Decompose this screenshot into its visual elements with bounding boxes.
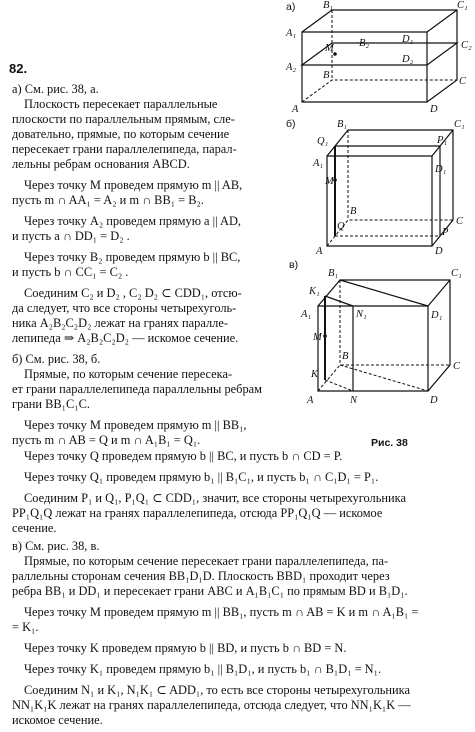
figure-38c: [283, 256, 475, 420]
left-line-9: и пусть a ∩ DD₁ = D₂ .: [12, 229, 130, 243]
left-line-7: пусть m ∩ AA₁ = A₂ и m ∩ BB₁ = B₂.: [12, 193, 204, 207]
fig-a-label-A1: A₁: [286, 28, 297, 39]
full-line-0: Через точку Q проведем прямую b || BC, и пусть b ∩ CD = P.: [24, 449, 343, 463]
fig-a-label-A2: A₂: [286, 62, 297, 73]
fig-c-label-N1: N₁: [356, 309, 367, 320]
full-line-7: раллельны сторонам сечения BB₁D₁D. Плоскость BBD₁ проходит через: [12, 569, 390, 583]
fig-c-label-C1: C₁: [451, 268, 462, 279]
figure-38a: [283, 0, 475, 118]
left-line-15: лепипеда ⇒ A₂B₂C₂D₂ — искомое сечение.: [12, 331, 239, 345]
fig-c-label-B1: B₁: [328, 268, 339, 279]
fig-b-tag: б): [286, 118, 296, 130]
fig-b-label-C: C: [456, 216, 464, 227]
left-line-6: Через точку M проведем прямую m || AB,: [24, 178, 243, 192]
full-line-9: Через точку M проведем прямую m || BB₁, пусть m ∩ AB = K и m ∩ A₁B₁ =: [24, 605, 419, 619]
fig-b-label-A: A: [316, 246, 323, 256]
fig-c-label-D: D: [430, 395, 438, 406]
fig-a-label-B1: B₁: [323, 0, 334, 11]
left-line-16: б) См. рис. 38, б.: [12, 352, 101, 366]
fig-b-label-D: D: [435, 246, 443, 256]
fig-c-tag: в): [289, 259, 299, 271]
figure-38b: [283, 116, 475, 256]
fig-b-label-Q1: Q₁: [317, 136, 329, 147]
left-line-3: довательно, прямые, по которым сечение: [12, 127, 230, 141]
fig-c-front-face: [318, 306, 428, 391]
fig-b-label-B: B: [350, 206, 357, 217]
fig-b-label-D1: D₁: [435, 164, 447, 175]
problem-number: 82.: [9, 61, 28, 76]
fig-c-point-m: [323, 334, 327, 338]
left-line-10: Через точку B₂ проведем прямую b || BC,: [24, 250, 241, 264]
fig-c-edge-d1c1: [428, 280, 450, 306]
fig-a-label-D2: D₂: [402, 54, 414, 65]
fig-a-tag: а): [286, 1, 296, 13]
fig-b-label-P: P: [442, 227, 449, 238]
full-line-5: в) См. рис. 38, в.: [12, 539, 100, 553]
left-line-14: ника A₂B₂C₂D₂ лежат на гранях паралле-: [12, 316, 228, 330]
fig-b-label-B1: B₁: [337, 119, 348, 130]
fig-c-label-A: A: [307, 395, 314, 406]
fig-c-label-K: K: [311, 369, 319, 380]
full-line-4: сечение.: [12, 521, 57, 535]
left-line-0: а) См. рис. 38, а.: [12, 82, 99, 96]
fig-a-label-B2: B₂: [359, 38, 370, 49]
fig-a-label-C2: C₂: [461, 40, 472, 51]
fig-c-top-right-edges: [318, 280, 450, 391]
fig-a-label-D: D: [430, 104, 438, 115]
left-line-19: грани BB₁C₁C.: [12, 397, 90, 411]
fig-a-top-right-edges: [302, 10, 457, 102]
full-line-8: ребра BB₁ и DD₁ и пересекает грани ABC и A₁B₁C₁ по прямым BD и B₁D₁.: [12, 584, 408, 598]
left-line-5: лельны ребрам основания ABCD.: [12, 157, 190, 171]
full-line-12: Через точку K₁ проведем прямую b₁ || B₁D₁, и пусть b₁ ∩ B₁D₁ = N₁.: [24, 662, 382, 676]
left-line-17: Прямые, по которым сечение пересека-: [24, 367, 233, 381]
full-line-15: искомое сечение.: [12, 713, 103, 727]
left-line-11: и пусть b ∩ CC₁ = C₂ .: [12, 265, 129, 279]
full-line-10: = K₁.: [12, 620, 39, 634]
fig-c-label-K1: K₁: [309, 286, 320, 297]
full-line-1: Через точку Q₁ проведем прямую b₁ || B₁C₁, и пусть b₁ ∩ C₁D₁ = P₁.: [24, 470, 379, 484]
fig-b-label-Q: Q: [337, 221, 345, 232]
left-line-12: Соединим C₂ и D₂ , C₂ D₂ ⊂ CDD₁, отсю-: [24, 286, 242, 300]
left-line-1: Плоскость пересекает параллельные: [24, 97, 218, 111]
fig-c-label-D1: D₁: [431, 310, 443, 321]
full-line-3: PP₁Q₁Q лежат на гранях параллелепипеда, отсюда PP₁Q₁Q — искомое: [12, 506, 383, 520]
fig-a-label-B: B: [323, 70, 330, 81]
fig-b-hidden-edges: [327, 220, 453, 246]
fig-b-label-P1: P₁: [437, 135, 448, 146]
full-line-6: Прямые, по которым сечение пересекает грани параллелепипеда, па-: [24, 554, 389, 568]
fig-b-label-A1: A₁: [313, 158, 324, 169]
fig-c-label-M: M: [313, 332, 322, 343]
left-line-8: Через точку A₂ проведем прямую a || AD,: [24, 214, 242, 228]
full-line-11: Через точку K проведем прямую b || BD, и пусть b ∩ BD = N.: [24, 641, 347, 655]
full-line-13: Соединим N₁ и K₁, N₁K₁ ⊂ ADD₁, то есть все стороны четырехугольника: [24, 683, 411, 697]
fig-a-label-C1: C₁: [457, 0, 468, 11]
fig-a-label-A: A: [292, 104, 299, 115]
left-line-21: пусть m ∩ AB = Q и m ∩ A₁B₁ = Q₁.: [12, 433, 201, 447]
full-line-2: Соединим P₁ и Q₁, P₁Q₁ ⊂ CDD₁, значит, все стороны четырехугольника: [24, 491, 406, 505]
fig-a-label-D1: D₁: [402, 34, 414, 45]
left-line-4: пересекает грани параллелепипеда, парал-: [12, 142, 237, 156]
fig-c-diag-b1d1: [340, 280, 428, 306]
fig-a-edge-d1c1: [427, 10, 457, 32]
fig-c-section-k1n1: [325, 296, 353, 306]
fig-b-label-C1: C₁: [454, 119, 465, 130]
fig-a-label-M: M: [325, 43, 334, 54]
fig-b-label-M: M: [325, 176, 334, 187]
fig-b-front-face: [327, 156, 432, 246]
fig-c-label-B: B: [342, 351, 349, 362]
fig-c-label-N: N: [350, 395, 358, 406]
fig-a-hidden-edges: [302, 80, 457, 102]
fig-b-top-right-edges: [327, 130, 453, 246]
left-line-18: ет грани параллелепипеда параллельны ребрам: [12, 382, 262, 396]
full-line-14: NN₁K₁K лежат на гранях параллелепипеда, отсюда следует, что NN₁K₁K —: [12, 698, 411, 712]
figure-caption: Рис. 38: [371, 437, 408, 449]
fig-c-section-kn: [325, 380, 353, 391]
fig-c-label-C: C: [453, 361, 461, 372]
fig-c-label-A1: A₁: [301, 309, 312, 320]
left-line-13: да следует, что все стороны четырехуголь-: [12, 301, 237, 315]
left-line-20: Через точку M проведем прямую m || BB₁,: [24, 418, 247, 432]
fig-a-label-C: C: [459, 76, 467, 87]
left-line-2: плоскости по параллельным прямым, сле-: [12, 112, 235, 126]
